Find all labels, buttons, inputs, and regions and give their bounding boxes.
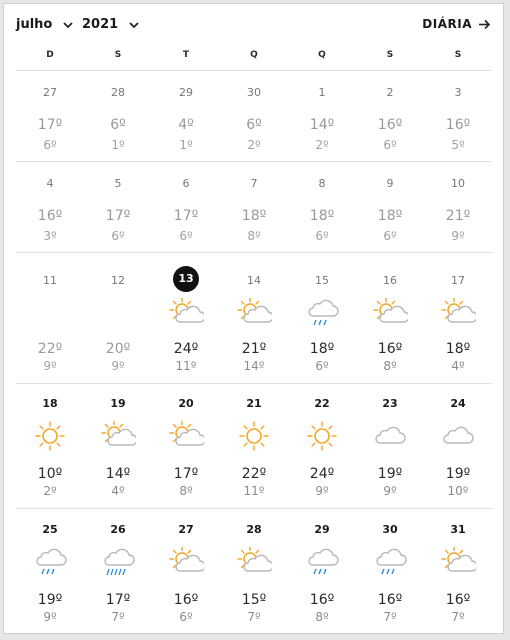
max-temperature: 16º <box>445 592 471 608</box>
min-temperature: 8º <box>315 610 329 624</box>
partly-cloudy-icon <box>236 298 272 328</box>
min-temperature: 9º <box>43 359 57 373</box>
max-temperature: 10º <box>37 466 63 482</box>
day-cell <box>84 71 152 161</box>
sun-icon <box>32 421 68 451</box>
day-number: 17 <box>451 274 465 287</box>
calendar-panel <box>3 3 504 634</box>
min-temperature: 11º <box>243 484 265 498</box>
month-select[interactable] <box>16 17 74 32</box>
week-row <box>16 71 492 162</box>
partly-cloudy-icon <box>100 421 136 451</box>
day-number: 23 <box>382 397 398 410</box>
min-temperature: 8º <box>247 229 261 243</box>
max-temperature: 14º <box>105 466 131 482</box>
day-cell <box>152 71 220 161</box>
chevron-down-icon <box>128 21 140 29</box>
min-temperature: 2º <box>247 138 261 152</box>
day-cell <box>288 71 356 161</box>
partly-cloudy-icon <box>440 298 476 328</box>
min-temperature: 2º <box>315 138 329 152</box>
day-cell[interactable] <box>152 253 220 383</box>
rain-icon <box>372 547 408 577</box>
day-cell[interactable] <box>220 509 288 634</box>
max-temperature: 17º <box>37 117 63 133</box>
day-cell[interactable] <box>288 384 356 508</box>
day-number: 19 <box>110 397 126 410</box>
day-cell[interactable] <box>356 384 424 508</box>
min-temperature: 1º <box>179 138 193 152</box>
weekday-label: S <box>386 50 394 60</box>
day-number: 28 <box>246 523 262 536</box>
min-temperature: 10º <box>447 484 469 498</box>
max-temperature: 14º <box>309 117 335 133</box>
max-temperature: 22º <box>241 466 267 482</box>
week-row <box>16 162 492 253</box>
max-temperature: 18º <box>309 208 335 224</box>
max-temperature: 19º <box>377 466 403 482</box>
calendar-toolbar <box>4 4 505 48</box>
day-cell[interactable] <box>356 253 424 383</box>
day-cell <box>16 162 84 252</box>
day-cell <box>84 162 152 252</box>
cloud-icon <box>372 421 408 451</box>
max-temperature: 17º <box>173 466 199 482</box>
max-temperature: 19º <box>445 466 471 482</box>
day-cell <box>152 162 220 252</box>
day-cell[interactable] <box>220 253 288 383</box>
min-temperature: 5º <box>451 138 465 152</box>
max-temperature: 16º <box>377 341 403 357</box>
max-temperature: 22º <box>37 341 63 357</box>
max-temperature: 18º <box>445 341 471 357</box>
day-cell <box>16 71 84 161</box>
min-temperature: 1º <box>111 138 125 152</box>
partly-cloudy-icon <box>236 547 272 577</box>
min-temperature: 8º <box>383 359 397 373</box>
max-temperature: 19º <box>37 592 63 608</box>
day-cell[interactable] <box>16 509 84 634</box>
sun-icon <box>236 421 272 451</box>
rain-icon <box>304 547 340 577</box>
min-temperature: 8º <box>179 484 193 498</box>
weekday-label: Q <box>250 50 258 60</box>
min-temperature: 9º <box>315 484 329 498</box>
min-temperature: 6º <box>43 138 57 152</box>
max-temperature: 16º <box>377 592 403 608</box>
day-number: 22 <box>314 397 330 410</box>
min-temperature: 7º <box>451 610 465 624</box>
today-day-number: 13 <box>173 266 199 292</box>
min-temperature: 9º <box>111 359 125 373</box>
day-cell <box>220 162 288 252</box>
year-select[interactable] <box>82 17 140 32</box>
partly-cloudy-icon <box>440 547 476 577</box>
day-cell[interactable] <box>152 384 220 508</box>
min-temperature: 14º <box>243 359 265 373</box>
day-cell[interactable] <box>288 509 356 634</box>
min-temperature: 6º <box>315 359 329 373</box>
day-cell <box>356 71 424 161</box>
day-number: 8 <box>318 177 326 190</box>
day-cell <box>424 71 492 161</box>
day-cell[interactable] <box>84 509 152 634</box>
day-cell[interactable] <box>288 253 356 383</box>
day-cell[interactable] <box>152 509 220 634</box>
heavy-rain-icon <box>100 547 136 577</box>
min-temperature: 11º <box>175 359 197 373</box>
day-number: 26 <box>110 523 126 536</box>
max-temperature: 16º <box>377 117 403 133</box>
min-temperature: 7º <box>247 610 261 624</box>
day-number: 10 <box>451 177 465 190</box>
min-temperature: 7º <box>383 610 397 624</box>
month-select-label: julho <box>16 17 53 32</box>
day-number: 29 <box>179 86 193 99</box>
day-number: 12 <box>111 274 125 287</box>
day-cell <box>424 162 492 252</box>
day-cell[interactable] <box>84 384 152 508</box>
day-number: 16 <box>383 274 397 287</box>
max-temperature: 24º <box>309 466 335 482</box>
day-cell <box>288 162 356 252</box>
day-number: 27 <box>43 86 57 99</box>
day-number: 29 <box>314 523 330 536</box>
min-temperature: 6º <box>179 229 193 243</box>
day-number: 6 <box>182 177 190 190</box>
weekday-header-row <box>16 48 492 71</box>
min-temperature: 9º <box>43 610 57 624</box>
max-temperature: 17º <box>105 592 131 608</box>
day-number: 28 <box>111 86 125 99</box>
max-temperature: 18º <box>309 341 335 357</box>
day-number: 2 <box>386 86 394 99</box>
day-number: 1 <box>318 86 326 99</box>
weekday-label: Q <box>318 50 326 60</box>
max-temperature: 16º <box>37 208 63 224</box>
day-number: 24 <box>450 397 466 410</box>
min-temperature: 6º <box>111 229 125 243</box>
min-temperature: 9º <box>383 484 397 498</box>
day-number: 25 <box>42 523 58 536</box>
day-number: 30 <box>382 523 398 536</box>
day-number: 20 <box>178 397 194 410</box>
max-temperature: 24º <box>173 341 199 357</box>
max-temperature: 21º <box>241 341 267 357</box>
day-cell <box>220 71 288 161</box>
week-row <box>16 253 492 384</box>
day-number: 27 <box>178 523 194 536</box>
day-number: 3 <box>454 86 462 99</box>
max-temperature: 21º <box>445 208 471 224</box>
day-cell[interactable] <box>424 253 492 383</box>
day-number: 11 <box>43 274 57 287</box>
day-cell[interactable] <box>424 509 492 634</box>
max-temperature: 16º <box>173 592 199 608</box>
day-number: 15 <box>315 274 329 287</box>
weekday-label: D <box>46 50 54 60</box>
day-number: 4 <box>46 177 54 190</box>
chevron-down-icon <box>62 21 74 29</box>
partly-cloudy-icon <box>168 298 204 328</box>
max-temperature: 15º <box>241 592 267 608</box>
min-temperature: 6º <box>315 229 329 243</box>
rain-icon <box>304 298 340 328</box>
partly-cloudy-icon <box>372 298 408 328</box>
max-temperature: 20º <box>105 341 131 357</box>
year-select-label: 2021 <box>82 17 119 32</box>
max-temperature: 16º <box>309 592 335 608</box>
daily-view-link[interactable] <box>422 17 491 31</box>
min-temperature: 2º <box>43 484 57 498</box>
day-number: 18 <box>42 397 58 410</box>
sun-icon <box>304 421 340 451</box>
partly-cloudy-icon <box>168 547 204 577</box>
min-temperature: 6º <box>179 610 193 624</box>
max-temperature: 6º <box>246 117 262 133</box>
weekday-label: S <box>114 50 122 60</box>
min-temperature: 6º <box>383 229 397 243</box>
day-cell[interactable] <box>84 253 152 383</box>
max-temperature: 4º <box>178 117 194 133</box>
cloud-icon <box>440 421 476 451</box>
max-temperature: 18º <box>241 208 267 224</box>
partly-cloudy-icon <box>168 421 204 451</box>
day-number: 30 <box>247 86 261 99</box>
min-temperature: 4º <box>451 359 465 373</box>
day-cell[interactable] <box>424 384 492 508</box>
min-temperature: 6º <box>383 138 397 152</box>
min-temperature: 7º <box>111 610 125 624</box>
day-cell[interactable] <box>220 384 288 508</box>
day-number: 9 <box>386 177 394 190</box>
day-number: 31 <box>450 523 466 536</box>
weekday-label: T <box>182 50 190 60</box>
max-temperature: 16º <box>445 117 471 133</box>
max-temperature: 18º <box>377 208 403 224</box>
day-cell[interactable] <box>356 509 424 634</box>
day-cell <box>356 162 424 252</box>
day-number: 7 <box>250 177 258 190</box>
day-cell[interactable] <box>16 253 84 383</box>
arrow-right-icon <box>478 19 491 30</box>
min-temperature: 4º <box>111 484 125 498</box>
max-temperature: 17º <box>173 208 199 224</box>
day-number: 5 <box>114 177 122 190</box>
day-number: 14 <box>247 274 261 287</box>
max-temperature: 6º <box>110 117 126 133</box>
week-row <box>16 384 492 509</box>
week-row <box>16 509 492 634</box>
day-cell[interactable] <box>16 384 84 508</box>
min-temperature: 3º <box>43 229 57 243</box>
max-temperature: 17º <box>105 208 131 224</box>
weekday-label: S <box>454 50 462 60</box>
day-number: 21 <box>246 397 262 410</box>
rain-icon <box>32 547 68 577</box>
daily-view-label: DIÁRIA <box>422 17 472 31</box>
min-temperature: 9º <box>451 229 465 243</box>
